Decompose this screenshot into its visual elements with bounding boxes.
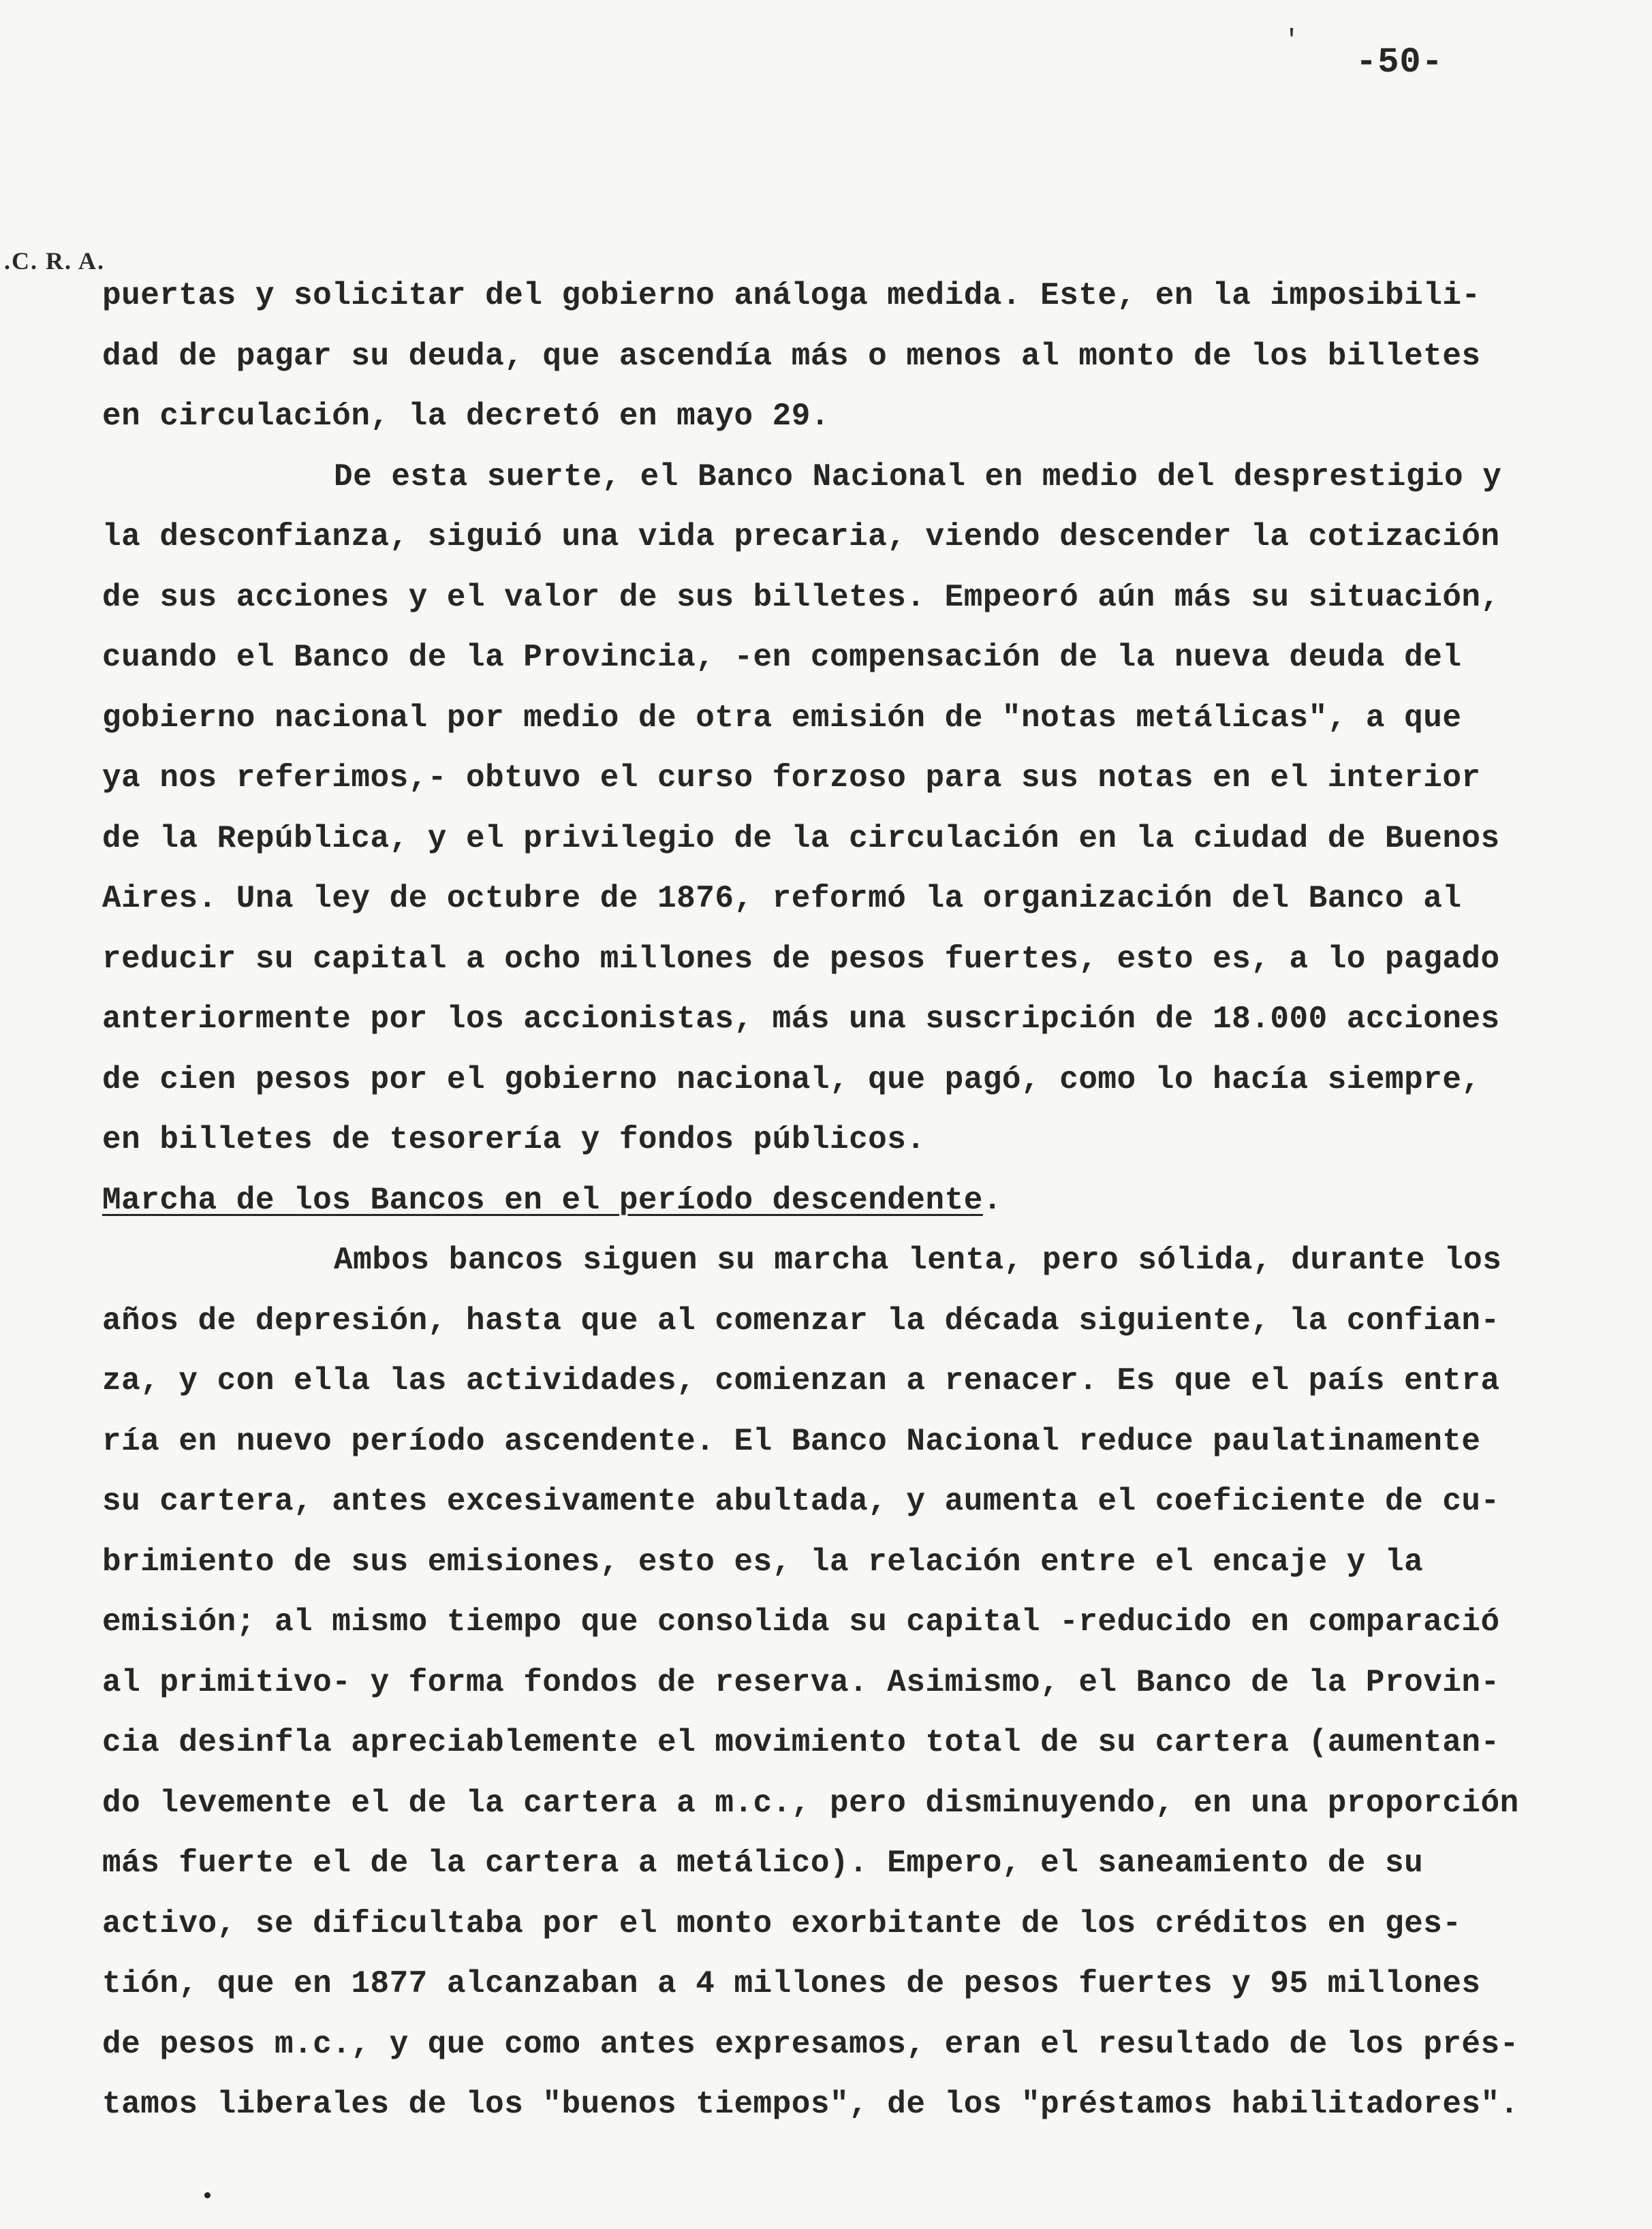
- text-line: de pesos m.c., y que como antes expresamos, eran el resultado de los prés-: [102, 2026, 1519, 2062]
- text-line: De esta suerte, el Banco Nacional en medio del desprestigio y: [334, 458, 1502, 495]
- text-line: emisión; al mismo tiempo que consolida su capital -reducido en comparació: [102, 1604, 1500, 1640]
- text-line: al primitivo- y forma fondos de reserva. Asimismo, el Banco de la Provin-: [102, 1664, 1500, 1700]
- text-line: gobierno nacional por medio de otra emisión de "notas metálicas", a que: [102, 700, 1462, 736]
- section-heading-text: Marcha de los Bancos en el período descendente: [102, 1182, 983, 1218]
- text-line: reducir su capital a ocho millones de pesos fuertes, esto es, a lo pagado: [102, 941, 1500, 977]
- stray-mark: ': [1283, 26, 1300, 57]
- text-line: Aires. Una ley de octubre de 1876, reformó la organización del Banco al: [102, 881, 1462, 916]
- text-line: tamos liberales de los "buenos tiempos", de los "préstamos habilitadores".: [102, 2087, 1519, 2122]
- text-line: en billetes de tesorería y fondos públicos.: [102, 1122, 926, 1157]
- text-line: la desconfianza, siguió una vida precaria, viendo descender la cotización: [102, 519, 1500, 555]
- text-line: más fuerte el de la cartera a metálico). Empero, el saneamiento de su: [102, 1845, 1424, 1881]
- text-line: za, y con ella las actividades, comienzan a renacer. Es que el país entra: [102, 1363, 1500, 1399]
- text-line: tión, que en 1877 alcanzaban a 4 millones de pesos fuertes y 95 millones: [102, 1966, 1481, 2001]
- text-line: de la República, y el privilegio de la circulación en la ciudad de Buenos: [102, 820, 1500, 856]
- text-line: en circulación, la decretó en mayo 29.: [102, 399, 830, 434]
- text-line: dad de pagar su deuda, que ascendía más o menos al monto de los billetes: [102, 338, 1481, 374]
- text-line: de sus acciones y el valor de sus billetes. Empeoró aún más su situación,: [102, 579, 1500, 615]
- text-line: años de depresión, hasta que al comenzar la década siguiente, la confian-: [102, 1303, 1500, 1339]
- margin-stamp: .C. R. A.: [4, 247, 106, 275]
- page-number: -50-: [1356, 42, 1444, 82]
- section-heading: [102, 1170, 1628, 1231]
- text-line: de cien pesos por el gobierno nacional, que pagó, como lo hacía siempre,: [102, 1061, 1481, 1097]
- text-line: puertas y solicitar del gobierno análoga medida. Este, en la imposibili-: [102, 278, 1481, 313]
- text-line: cuando el Banco de la Provincia, -en compensación de la nueva deuda del: [102, 640, 1462, 675]
- text-line: Ambos bancos siguen su marcha lenta, pero sólida, durante los: [334, 1243, 1502, 1278]
- text-line: ría en nuevo período ascendente. El Banco Nacional reduce paulatinamente: [102, 1423, 1481, 1459]
- text-line: brimiento de sus emisiones, esto es, la relación entre el encaje y la: [102, 1544, 1424, 1580]
- text-line: activo, se dificultaba por el monto exorbitante de los créditos en ges-: [102, 1905, 1462, 1942]
- text-line: su cartera, antes excesivamente abultada, y aumenta el coeficiente de cu-: [102, 1484, 1500, 1519]
- text-line: cia desinfla apreciablemente el movimiento total de su cartera (aumentan-: [102, 1725, 1500, 1760]
- text-line: anteriormente por los accionistas, más una suscripción de 18.000 acciones: [102, 1001, 1500, 1037]
- text-line: do levemente el de la cartera a m.c., pero disminuyendo, en una proporción: [102, 1785, 1519, 1821]
- text-line: ya nos referimos,- obtuvo el curso forzoso para sus notas en el interior: [102, 760, 1481, 796]
- section-heading-period: .: [982, 1182, 1002, 1218]
- ink-dot: [204, 2192, 211, 2198]
- body-text: [102, 266, 1628, 2135]
